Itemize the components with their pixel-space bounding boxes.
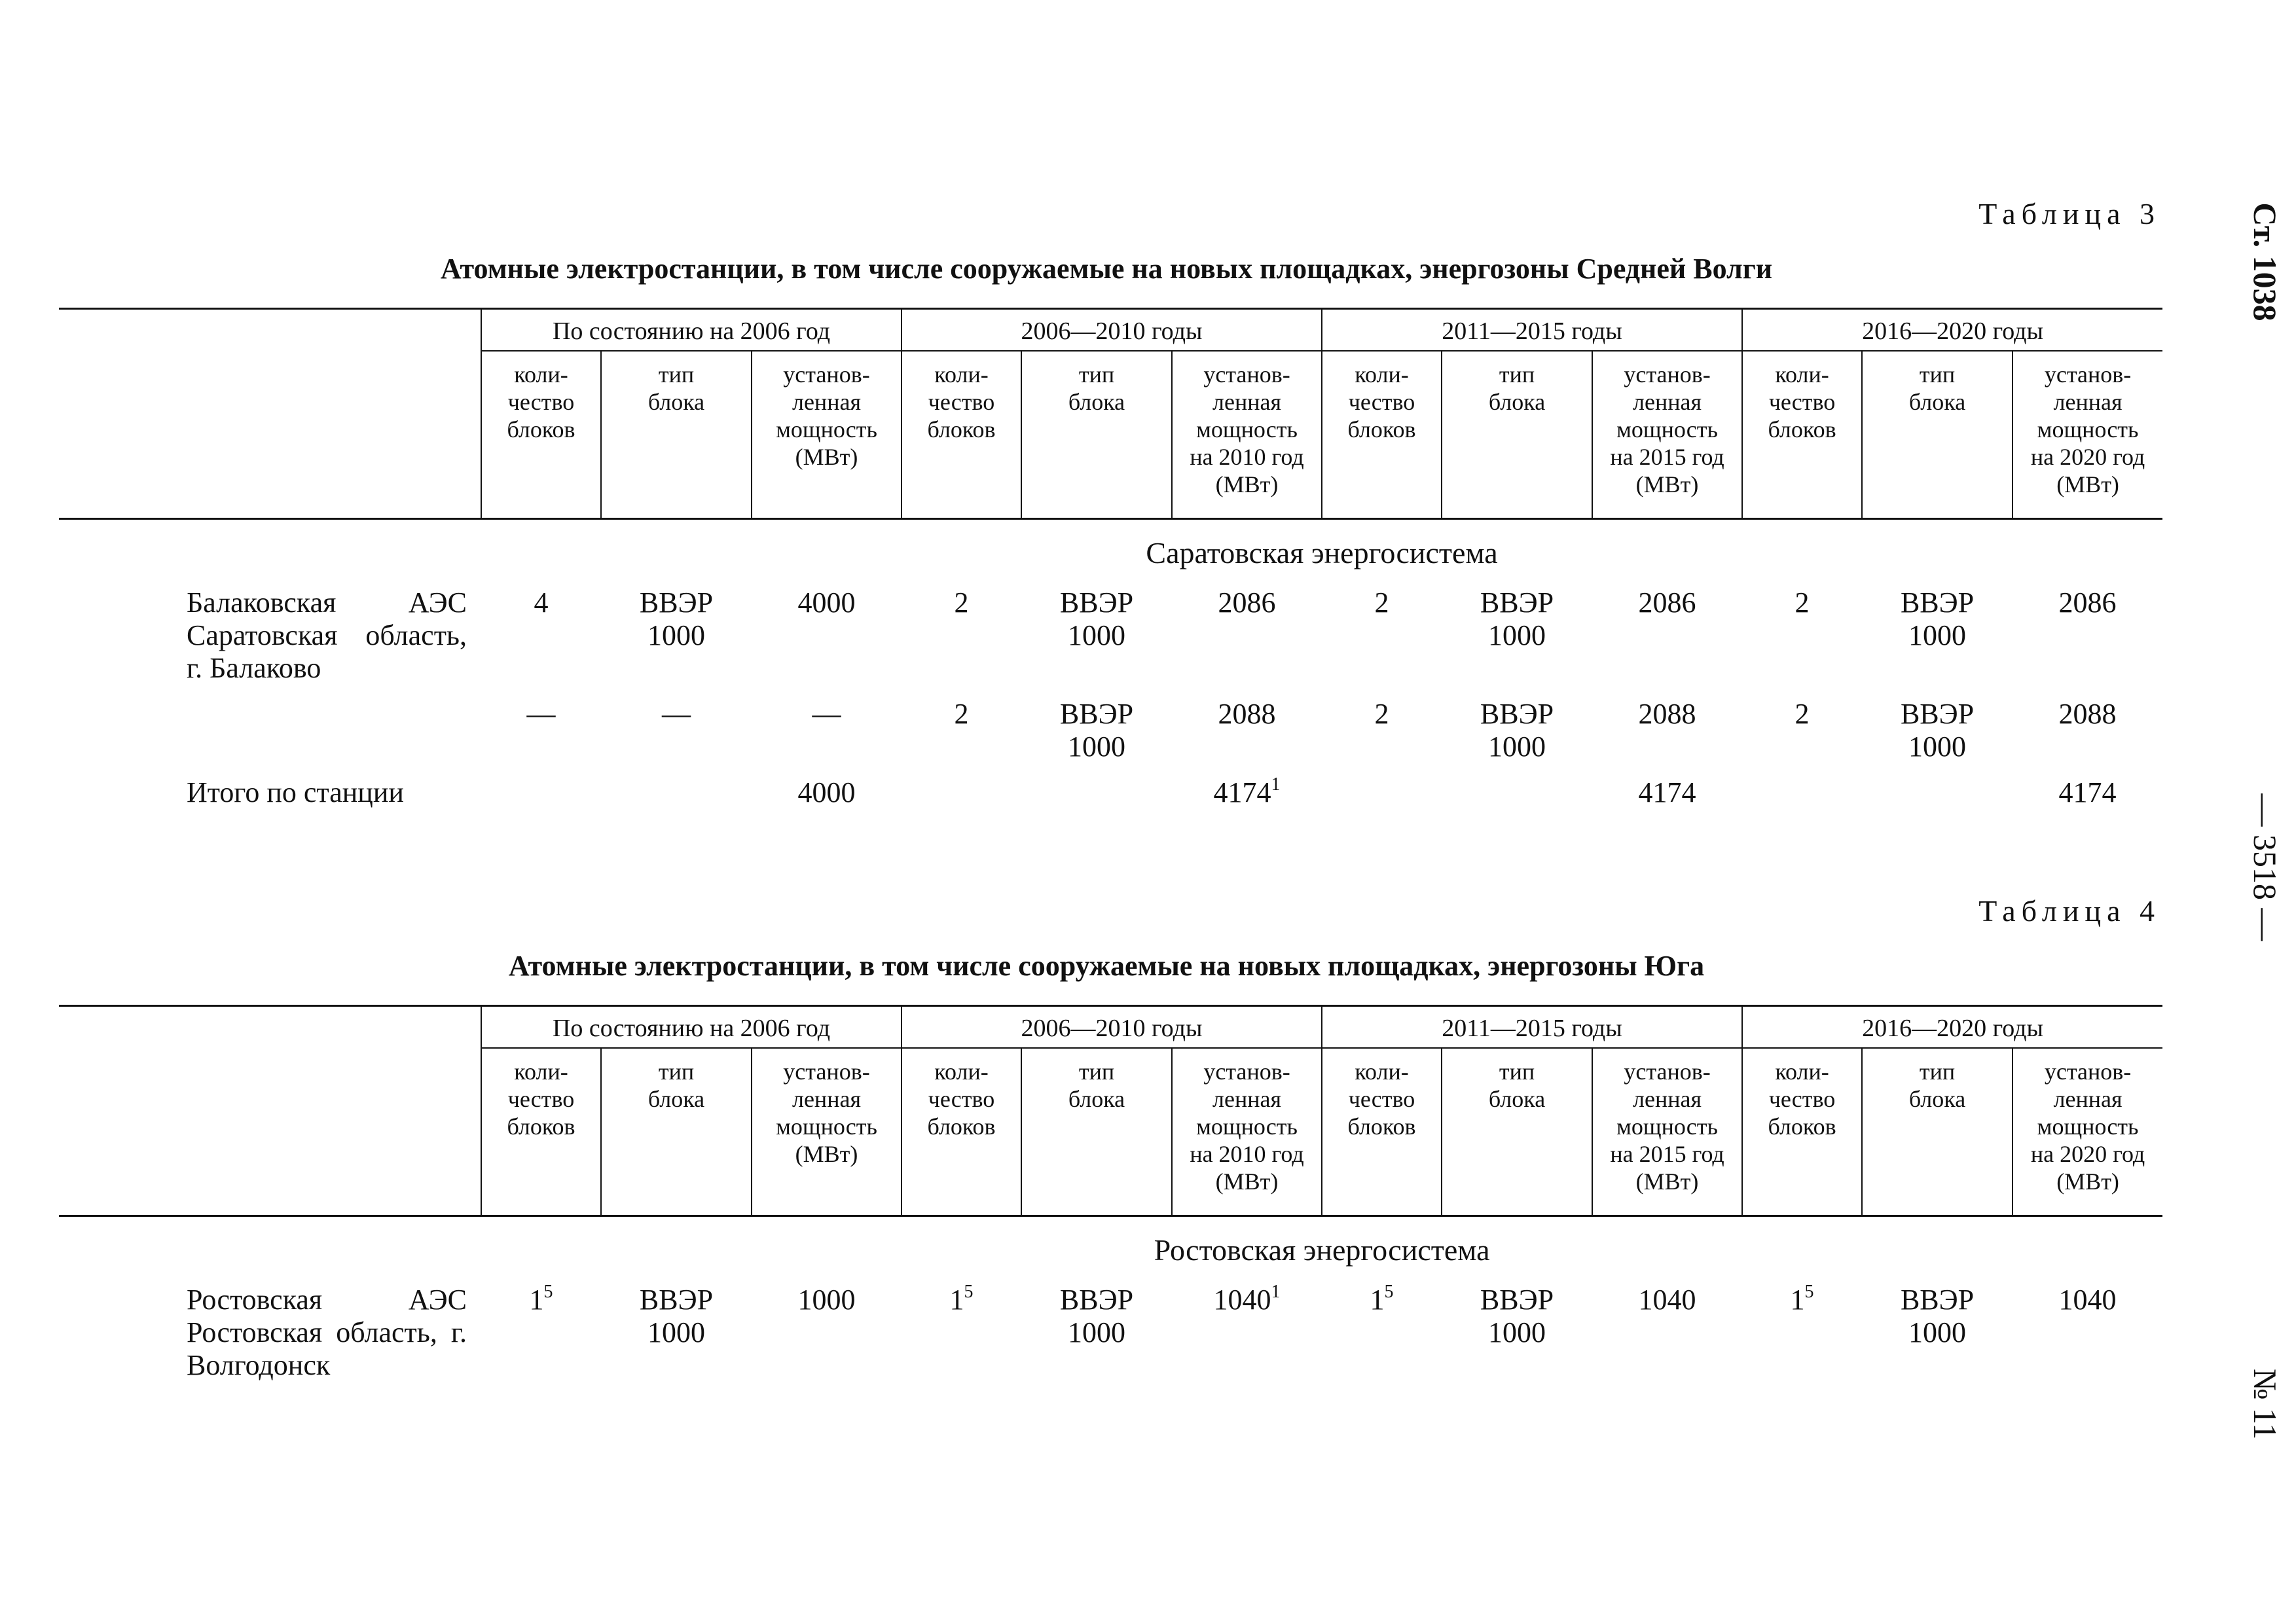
cell-type: ВВЭР 1000	[1059, 698, 1134, 763]
cell-power: 2088	[1218, 698, 1276, 730]
header-type: тип блока	[1442, 351, 1592, 519]
total-label: Итого по станции	[187, 776, 404, 808]
cell-count: 2	[1795, 586, 1810, 619]
header-count: коли- чество блоков	[902, 1048, 1021, 1216]
cell-power: 1040$^1$	[1213, 1282, 1281, 1316]
header-group-2011-2015: 2011—2015 годы	[1322, 1006, 1742, 1049]
header-group-2006-2010: 2006—2010 годы	[902, 1006, 1322, 1049]
footnote-mark: 5	[1804, 1282, 1814, 1302]
cell-power: 1000	[797, 1284, 856, 1316]
header-group-2016-2020: 2016—2020 годы	[1742, 309, 2162, 352]
cell-power: 4000	[797, 586, 856, 619]
cell-type: ВВЭР 1000	[1059, 1284, 1134, 1348]
cell-count: 2	[1795, 698, 1810, 730]
table-4	[59, 1005, 2162, 1382]
footnote-mark: 1	[1271, 774, 1281, 795]
header-power: установ- ленная мощность на 2010 год (МВт)	[1172, 1048, 1322, 1216]
cell-count: 2	[954, 586, 969, 619]
table-3-title: Атомные электростанции, в том числе сооружаемые на новых площадках, энергозоны Средней Волги	[440, 253, 1773, 285]
header-group-2006: По состоянию на 2006 год	[481, 309, 902, 352]
side-page-reference: Ст. 1038	[2247, 202, 2284, 321]
footnote-mark: 5	[964, 1282, 974, 1302]
total-power: 4174	[2058, 776, 2117, 808]
header-count: коли- чество блоков	[1742, 351, 1862, 519]
station-name	[59, 698, 481, 776]
cell-type: ВВЭР 1000	[1059, 586, 1134, 651]
cell-power: 2086	[1218, 586, 1276, 619]
total-power: 4174	[1638, 776, 1696, 808]
footnote-mark: 5	[1384, 1282, 1394, 1302]
header-type: тип блока	[1862, 1048, 2013, 1216]
header-group-2011-2015: 2011—2015 годы	[1322, 309, 1742, 352]
header-power: установ- ленная мощность на 2020 год (МВт)	[2013, 351, 2162, 519]
table-4-title: Атомные электростанции, в том числе сооружаемые на новых площадках, энергозоны Юга	[508, 950, 1705, 982]
energy-system-name: Ростовская энергосистема	[1154, 1233, 1490, 1267]
header-count: коли- чество блоков	[1322, 351, 1442, 519]
cell-power: 2088	[1638, 698, 1696, 730]
cell-power: 1040	[2058, 1284, 2117, 1316]
table-3	[59, 308, 2162, 809]
header-power: установ- ленная мощность (МВт)	[752, 1048, 902, 1216]
station-name: Балаковская АЭС Саратовская область, г. Балаково	[187, 586, 467, 684]
header-stub-bottom	[59, 351, 481, 519]
station-name: Ростовская АЭС Ростовская область, г. Волгодонск	[187, 1284, 467, 1381]
cell-power: —	[812, 698, 841, 730]
header-power: установ- ленная мощность на 2015 год (МВт)	[1592, 1048, 1742, 1216]
header-count: коли- чество блоков	[481, 1048, 601, 1216]
cell-count: 4	[534, 586, 549, 619]
header-count: коли- чество блоков	[902, 351, 1021, 519]
header-stub	[59, 309, 481, 352]
cell-power: 1040	[1638, 1284, 1696, 1316]
cell-power: 2086	[2058, 586, 2117, 619]
header-type: тип блока	[1862, 351, 2013, 519]
header-power: установ- ленная мощность на 2020 год (МВт)	[2013, 1048, 2162, 1216]
header-power: установ- ленная мощность (МВт)	[752, 351, 902, 519]
footnote-mark: 1	[1271, 1282, 1281, 1302]
total-power: 4174$^1$	[1213, 774, 1281, 808]
cell-type: ВВЭР 1000	[1480, 586, 1554, 651]
cell-count: $1^5$	[1370, 1282, 1394, 1316]
cell-count: $1^5$	[1790, 1282, 1814, 1316]
cell-power: 2088	[2058, 698, 2117, 730]
header-count: коли- чество блоков	[1322, 1048, 1442, 1216]
header-group-2016-2020: 2016—2020 годы	[1742, 1006, 2162, 1049]
table-row	[59, 1284, 2162, 1382]
table-row	[59, 698, 2162, 776]
table-row	[59, 586, 2162, 698]
cell-type: ВВЭР 1000	[639, 1284, 714, 1348]
side-page-number: — 3518 —	[2247, 793, 2284, 941]
header-type: тип блока	[1021, 351, 1172, 519]
header-type: тип блока	[1021, 1048, 1172, 1216]
cell-count: $1^5$	[949, 1282, 974, 1316]
header-type: тип блока	[1442, 1048, 1592, 1216]
table-3-label: Таблица 3	[1978, 197, 2160, 230]
table-4-label: Таблица 4	[1978, 894, 2160, 928]
footnote-mark: 5	[543, 1282, 553, 1302]
cell-type: ВВЭР 1000	[1480, 1284, 1554, 1348]
total-power: 4000	[797, 776, 856, 808]
cell-count: $1^5$	[529, 1282, 553, 1316]
header-stub-bottom	[59, 1048, 481, 1216]
cell-type: ВВЭР 1000	[1900, 586, 1975, 651]
cell-type: ВВЭР 1000	[639, 586, 714, 651]
cell-type: ВВЭР 1000	[1480, 698, 1554, 763]
total-row	[59, 776, 2162, 809]
header-count: коли- чество блоков	[481, 351, 601, 519]
header-type: тип блока	[601, 351, 752, 519]
cell-type: ВВЭР 1000	[1900, 1284, 1975, 1348]
header-power: установ- ленная мощность на 2010 год (МВт)	[1172, 351, 1322, 519]
cell-type: ВВЭР 1000	[1900, 698, 1975, 763]
header-group-2006-2010: 2006—2010 годы	[902, 309, 1322, 352]
energy-system-name: Саратовская энергосистема	[1146, 536, 1498, 569]
cell-count: —	[526, 698, 556, 730]
header-count: коли- чество блоков	[1742, 1048, 1862, 1216]
cell-count: 2	[1374, 586, 1389, 619]
header-stub	[59, 1006, 481, 1049]
cell-power: 2086	[1638, 586, 1696, 619]
header-power: установ- ленная мощность на 2015 год (МВт)	[1592, 351, 1742, 519]
cell-count: 2	[1374, 698, 1389, 730]
side-issue-number: № 11	[2247, 1368, 2284, 1440]
header-type: тип блока	[601, 1048, 752, 1216]
cell-count: 2	[954, 698, 969, 730]
header-group-2006: По состоянию на 2006 год	[481, 1006, 902, 1049]
cell-type: —	[662, 698, 691, 730]
